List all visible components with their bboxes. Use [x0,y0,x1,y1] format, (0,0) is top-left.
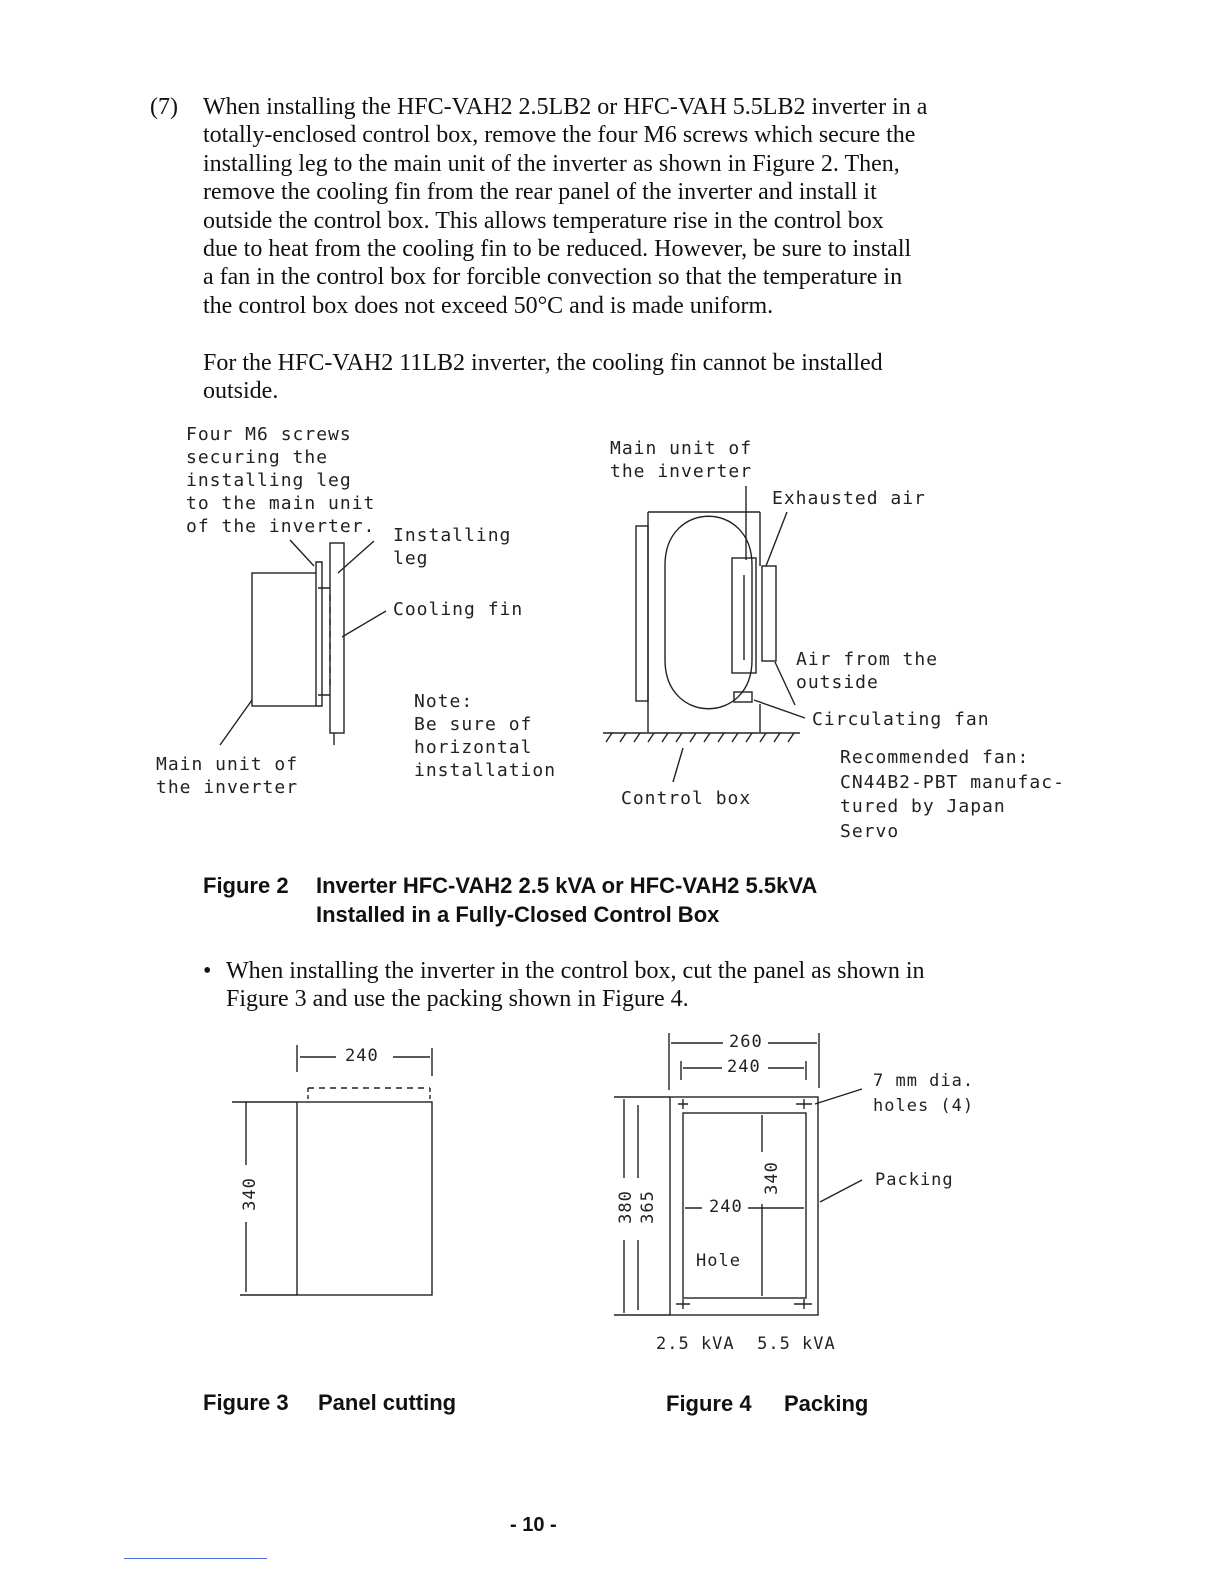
fig4-outer-width-dim: 260 [729,1032,763,1052]
holes-leader [815,1089,862,1104]
fig4-hole-height-dim: 340 [761,1161,782,1195]
label-line: Note: [414,691,474,712]
bullet-symbol: • [203,958,212,984]
packing-label: Packing [875,1170,954,1190]
item-number: (7) [150,94,178,120]
label-line: Servo [840,820,900,842]
paragraph-line: totally-enclosed control box, remove the four M6 screws which secure the [203,122,916,149]
label-line: holes (4) [873,1096,975,1116]
label-line: outside [796,672,879,693]
label-line: the inverter [156,777,299,798]
control-box-label: Control box [621,788,752,809]
packing-outer-rect [670,1097,818,1315]
kva-label: 2.5 kVA 5.5 kVA [656,1334,836,1354]
fig3-width-dim: 240 [345,1046,379,1066]
footnote-rule [124,1558,267,1559]
fig4-hole-width-dim: 240 [709,1197,743,1217]
paragraph-line: a fan in the control box for forcible convection so that the temperature in [203,264,903,291]
paragraph-line: Figure 3 and use the packing shown in Figure 4. [226,986,689,1013]
cooling-fin-label: Cooling fin [393,599,524,620]
fig4-outer-height-dim: 380 [615,1190,636,1224]
label-line: Be sure of [414,714,533,735]
label-line: tured by Japan [840,796,1006,817]
label-line: the inverter [610,461,753,482]
paragraph-line: remove the cooling fin from the rear panel of the inverter and install it [203,179,877,206]
figure3-caption: Panel cutting [318,1390,457,1415]
label-line: Air from the [796,649,939,670]
packing-leader [820,1180,862,1202]
page-number: - 10 - [510,1514,557,1536]
figure3-caption-number: Figure 3 [203,1390,289,1415]
exhausted-air-label: Exhausted air [772,488,926,509]
paragraph-line: outside the control box. This allows temperature rise in the control box [203,207,884,234]
paragraph-line: When installing the HFC-VAH2 2.5LB2 or HFC-VAH 5.5LB2 inverter in a [203,94,928,120]
hole-label: Hole [696,1251,741,1271]
label-line: 7 mm dia. [873,1071,975,1091]
fig4-mid-height-dim: 365 [637,1190,658,1224]
label-line: Four M6 screws [186,424,352,445]
label-line: Main unit of [610,438,753,459]
figure4-caption-number: Figure 4 [666,1391,752,1416]
paragraph-line: the control box does not exceed 50°C and is made uniform. [203,292,774,319]
label-line: securing the [186,447,329,468]
label-line: CN44B2-PBT manufac- [840,771,1065,793]
hole-markers [676,1099,812,1309]
caption-line: Installed in a Fully-Closed Control Box [316,902,720,927]
caption-line: Inverter HFC-VAH2 2.5 kVA or HFC-VAH2 5.5kVA [316,873,818,898]
label-line: installation [414,760,557,781]
label-line: horizontal [414,737,533,758]
fig4-inner-width-dim: 240 [727,1057,761,1077]
paragraph-line: due to heat from the cooling fin to be reduced. However, be sure to install [203,236,912,263]
figure4-caption: Packing [784,1391,869,1416]
paragraph-line: installing leg to the main unit of the inverter as shown in Figure 2. Then, [203,150,900,177]
label-line: of the inverter. [186,516,376,537]
label-line: installing leg [186,470,352,491]
label-line: Recommended fan: [840,747,1030,768]
panel-cut-rect [297,1102,432,1295]
figure2-caption-number: Figure 2 [203,873,289,898]
paragraph-line: When installing the inverter in the control box, cut the panel as shown in [226,958,925,984]
paragraph-line: For the HFC-VAH2 11LB2 inverter, the cooling fin cannot be installed [203,350,883,376]
label-line: to the main unit [186,493,376,514]
label-line: Main unit of [156,754,299,775]
label-line: Installing [393,525,512,546]
fig3-height-dim: 340 [239,1177,260,1211]
holes-label [873,1069,974,1119]
label-line: leg [393,548,429,569]
paragraph-line: outside. [203,378,279,405]
circulating-fan-label: Circulating fan [812,709,990,730]
